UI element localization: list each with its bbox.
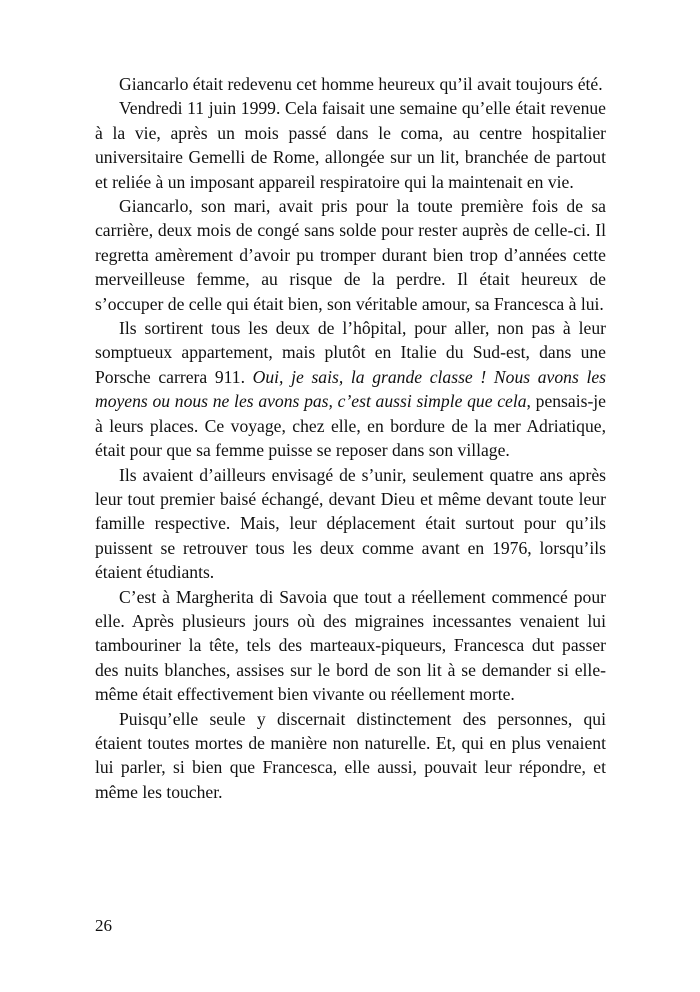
paragraph-6 [95, 585, 606, 707]
page-number: 26 [95, 916, 112, 935]
paragraph-text: , pensais-je à leurs places. Ce voyage, chez elle, en bordure de la mer Adriatique, était pour que sa femme puisse se reposer dans son village. [95, 391, 606, 461]
paragraph-text: Ils sortirent tous les deux de l’hôpital, pour aller, non pas à leur somptueux appartement, mais plutôt en Italie du Sud-est, dans une Porsche carrera 911. [95, 318, 606, 387]
paragraph-text: C’est à Margherita di Savoia que tout a réellement commencé pour elle. Après plusieurs jours où des migraines incessantes venaient lui tambouriner la tête, tels des marteaux-piqueurs, Francesca dut passer des nuits blanches, assises sur le bord de son lit à se demander si elle-même était effectivement bien vivante ou réellement morte. [95, 586, 606, 705]
italic-thought: Oui, je sais, la grande classe ! Nous avons les moyens ou nous ne les avons pas, c’est aussi simple que cela [95, 366, 606, 412]
paragraph-1 [95, 72, 606, 96]
paragraph-text: Giancarlo, son mari, avait pris pour la toute première fois de sa carrière, deux mois de congé sans solde pour rester auprès de celle-ci. Il regretta amèrement d’avoir pu tromper durant bien trop d’années cette merveilleuse femme, au risque de la perdre. Il était heureux de s’occuper de celle qui était bien, son véritable amour, sa Francesca à lui. [95, 196, 606, 314]
paragraph-7 [95, 707, 606, 805]
page-body [95, 72, 606, 804]
paragraph-text: Ils avaient d’ailleurs envisagé de s’unir, seulement quatre ans après leur tout premier baisé échangé, devant Dieu et même devant toute leur famille respective. Mais, leur déplacement était surtout pour qu’ils puissent se retrouver tous les deux comme avant en 1976, lorsqu’ils étaient étudiants. [95, 464, 606, 583]
paragraph-2 [95, 96, 606, 194]
paragraph-text: Vendredi 11 juin 1999. Cela faisait une semaine qu’elle était revenue à la vie, après un mois passé dans le coma, au centre hospitalier universitaire Gemelli de Rome, allongée sur un lit, branchée de partout et reliée à un imposant appareil respiratoire qui la maintenait en vie. [95, 98, 606, 192]
paragraph-4 [95, 316, 606, 462]
paragraph-text: Giancarlo était redevenu cet homme heureux qu’il avait toujours été. [119, 74, 603, 94]
paragraph-3 [95, 194, 606, 316]
paragraph-5 [95, 463, 606, 585]
paragraph-text: Puisqu’elle seule y discernait distinctement des personnes, qui étaient toutes mortes de manière non naturelle. Et, qui en plus venaient lui parler, si bien que Francesca, elle aussi, pouvait leur répondre, et même les toucher. [95, 708, 606, 802]
